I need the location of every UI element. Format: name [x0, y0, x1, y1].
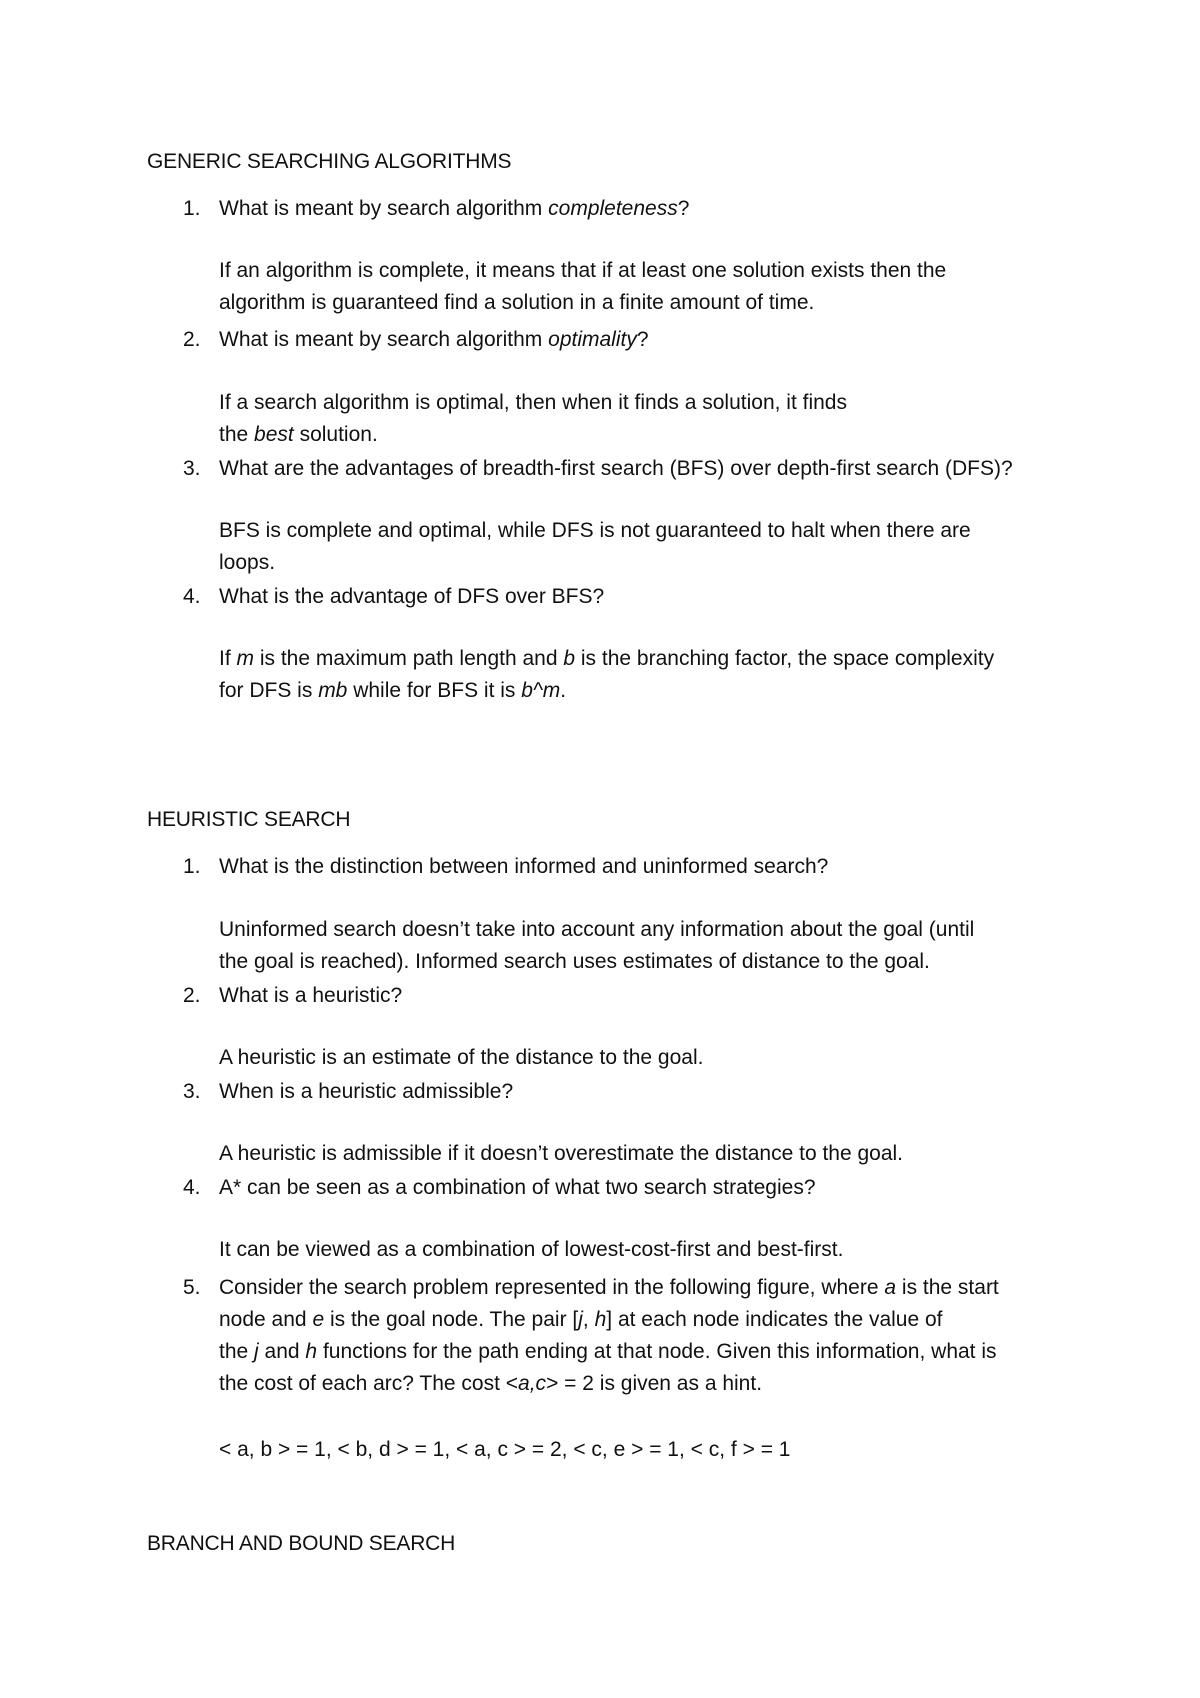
answer-line: BFS is complete and optimal, while DFS is not guaranteed to halt when there are — [219, 519, 971, 542]
question-text: A* can be seen as a combination of what two search strategies? — [219, 1176, 816, 1199]
question-text: What are the advantages of breadth-first search (BFS) over depth-first search (DFS)? — [219, 457, 1013, 480]
question-heuristic-3 — [183, 1080, 513, 1104]
question-variable: a — [884, 1276, 897, 1299]
answer-text: is the maximum path length and — [254, 647, 564, 670]
question-number: 1. — [183, 197, 201, 220]
answer-text: while for BFS it is — [347, 679, 522, 702]
answer-text: If — [219, 647, 237, 670]
question-text: What is meant by search algorithm — [219, 197, 549, 220]
question-number: 4. — [183, 1176, 201, 1199]
answer-generic-2 — [219, 387, 847, 451]
question-generic-3 — [183, 457, 1013, 481]
answer-line — [219, 675, 994, 707]
question-text: ] at each node indicates the value of — [606, 1308, 943, 1331]
answer-generic-1 — [219, 255, 946, 319]
question-text: What is meant by search algorithm — [219, 328, 549, 351]
question-variable: h — [305, 1340, 318, 1363]
question-heuristic-5-continued — [219, 1304, 997, 1400]
answer-variable: mb — [318, 679, 348, 702]
question-generic-1 — [183, 197, 689, 221]
question-number: 3. — [183, 457, 201, 480]
answer-line: the goal is reached). Informed search uses estimates of distance to the goal. — [219, 950, 930, 973]
question-emphasis: completeness — [548, 197, 678, 220]
question-text: is the goal node. The pair [ — [324, 1308, 579, 1331]
question-text: is the start — [896, 1276, 999, 1299]
question-text: and — [258, 1340, 306, 1363]
question-text: What is a heuristic? — [219, 984, 403, 1007]
question-text-end: ? — [677, 197, 690, 220]
question-line — [219, 1304, 997, 1336]
answer-line: algorithm is guaranteed find a solution in a finite amount of time. — [219, 291, 815, 314]
section-title-generic: GENERIC SEARCHING ALGORITHMS — [147, 150, 512, 173]
answer-variable: b — [563, 647, 576, 670]
question-variable: h — [594, 1308, 607, 1331]
question-text: When is a heuristic admissible? — [219, 1080, 514, 1103]
question-number: 5. — [183, 1276, 201, 1299]
question-text: What is the distinction between informed and uninformed search? — [219, 855, 829, 878]
question-line — [219, 1368, 997, 1400]
question-number: 1. — [183, 855, 201, 878]
answer-line: loops. — [219, 551, 276, 574]
question-variable: j — [254, 1340, 259, 1363]
answer-line — [219, 419, 847, 451]
section-title-heuristic: HEURISTIC SEARCH — [147, 808, 351, 831]
answer-generic-4 — [219, 643, 994, 707]
answer-generic-3 — [219, 515, 971, 579]
answer-line — [219, 643, 994, 675]
answer-variable: m — [236, 647, 255, 670]
answer-variable: b^m — [521, 679, 561, 702]
answer-heuristic-5 — [219, 1434, 790, 1466]
question-number: 3. — [183, 1080, 201, 1103]
question-heuristic-4 — [183, 1176, 816, 1200]
answer-heuristic-3 — [219, 1138, 903, 1170]
question-text: > = 2 is given as a hint. — [546, 1372, 763, 1395]
answer-line: A heuristic is admissible if it doesn’t overestimate the distance to the goal. — [219, 1142, 904, 1165]
question-generic-2 — [183, 328, 649, 352]
question-text: the cost of each arc? The cost < — [219, 1372, 519, 1395]
answer-text: solution. — [293, 423, 378, 446]
answer-heuristic-2 — [219, 1042, 703, 1074]
question-text: functions for the path ending at that node. Given this information, what is — [317, 1340, 997, 1363]
answer-text: . — [560, 679, 567, 702]
question-number: 2. — [183, 328, 201, 351]
question-variable: j — [578, 1308, 583, 1331]
question-heuristic-5 — [183, 1272, 999, 1304]
answer-line: Uninformed search doesn’t take into account any information about the goal (until — [219, 918, 975, 941]
answer-heuristic-1 — [219, 914, 974, 978]
answer-line: It can be viewed as a combination of lowest-cost-first and best-first. — [219, 1238, 844, 1261]
question-text: the — [219, 1340, 255, 1363]
answer-line: A heuristic is an estimate of the distance to the goal. — [219, 1046, 704, 1069]
answer-text: the — [219, 423, 255, 446]
answer-heuristic-4 — [219, 1234, 843, 1266]
question-number: 2. — [183, 984, 201, 1007]
question-heuristic-2 — [183, 984, 402, 1008]
answer-line: If a search algorithm is optimal, then when it finds a solution, it finds — [219, 391, 847, 414]
question-generic-4 — [183, 585, 604, 609]
question-text: , — [582, 1308, 595, 1331]
question-number: 4. — [183, 585, 201, 608]
answer-emphasis: best — [254, 423, 294, 446]
question-heuristic-1 — [183, 855, 828, 879]
question-text: node and — [219, 1308, 313, 1331]
answer-text: is the branching factor, the space complexity — [575, 647, 995, 670]
answer-text: for DFS is — [219, 679, 319, 702]
question-variable: e — [312, 1308, 325, 1331]
section-title-branch-and-bound: BRANCH AND BOUND SEARCH — [147, 1532, 456, 1555]
question-emphasis: optimality — [548, 328, 637, 351]
question-text: Consider the search problem represented in the following figure, where — [219, 1276, 885, 1299]
answer-line: If an algorithm is complete, it means that if at least one solution exists then the — [219, 259, 947, 282]
question-variable: a,c — [518, 1372, 547, 1395]
question-line — [219, 1336, 997, 1368]
question-text: What is the advantage of DFS over BFS? — [219, 585, 605, 608]
answer-line: < a, b > = 1, < b, d > = 1, < a, c > = 2, < c, e > = 1, < c, f > = 1 — [219, 1438, 791, 1461]
question-text-end: ? — [636, 328, 649, 351]
